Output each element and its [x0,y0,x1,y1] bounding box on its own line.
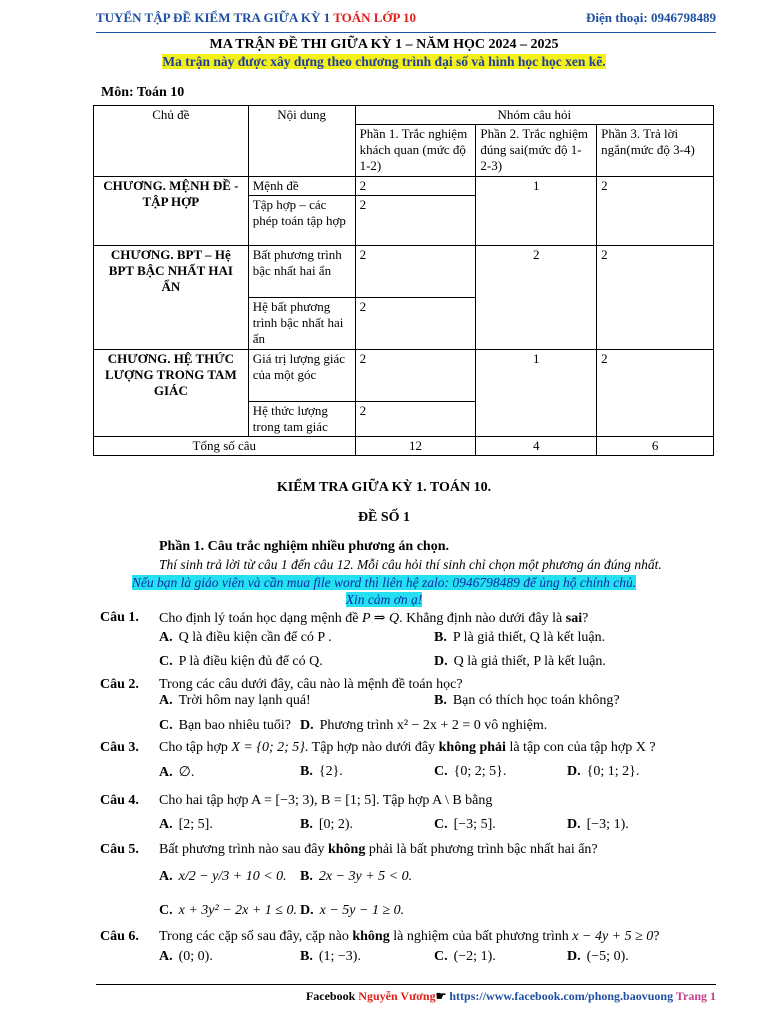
question-5-text [159,842,598,858]
question-3-label: Câu 3. [100,740,139,755]
option-c[interactable] [434,949,496,965]
option-a[interactable] [159,817,213,833]
footer-link[interactable]: https://www.facebook.com/phong.baovuong [449,989,674,1003]
footer-text [306,989,716,1004]
option-label: B. [300,764,313,779]
promo-line-2 [0,592,768,608]
option-text: Bạn bao nhiêu tuổi? [178,718,291,733]
option-label: A. [159,765,173,780]
question-5-label: Câu 5. [100,842,139,857]
option-label: A. [159,693,173,708]
question-1-label: Câu 1. [100,610,139,625]
option-label: C. [434,949,448,964]
option-label: C. [159,654,173,669]
option-a[interactable] [159,949,213,965]
option-text: ∅. [178,765,195,780]
total-label: Tổng số câu [94,437,356,456]
promo-text-2: Xin cảm ơn ạ! [345,592,423,607]
option-d[interactable] [567,817,629,833]
part1-instruction: Thí sinh trả lời từ câu 1 đến câu 12. Mỗi câu hỏi thí sinh chỉ chọn một phương án đúng nhất. [159,557,662,572]
q-bold: sai [565,611,583,626]
p1-cell: 2 [355,402,476,437]
option-c[interactable] [434,817,496,833]
exam-title: KIỂM TRA GIỮA KỲ 1. TOÁN 10. [276,480,492,495]
option-text: Phương trình x² − 2x + 2 = 0 vô nghiệm. [319,718,548,733]
option-label: B. [434,630,447,645]
option-text: x − 5y − 1 ≥ 0. [319,903,405,918]
question-4-text: Cho hai tập hợp A = [−3; 3), B = [1; 5]. Tập hợp A \ B bằng [159,793,493,808]
question-6-label: Câu 6. [100,929,139,944]
option-label: D. [300,903,314,918]
option-label: D. [567,817,581,832]
option-text: P là điều kiện đủ để có Q. [178,654,323,669]
subject-label: Môn: Toán 10 [101,85,185,100]
q-text: . Khẳng định nào dưới đây là [399,611,566,626]
q-text: ? [582,611,589,626]
th-group: Nhóm câu hỏi [355,106,713,125]
option-label: B. [434,693,447,708]
matrix-title: MA TRẬN ĐỀ THI GIỮA KỲ 1 – NĂM HỌC 2024 – 2025 [209,37,559,52]
content-cell: Bất phương trình bậc nhất hai ẩn [248,246,355,298]
th-topic: Chủ đề [94,106,249,177]
q-text: là tập con của tập hợp X ? [505,740,656,755]
p1-cell: 2 [355,298,476,350]
q-bold: không [352,929,390,944]
q-text: là nghiệm của bất phương trình [389,929,573,944]
option-label: A. [159,869,173,884]
q-math: P ⇒ Q [361,611,400,626]
option-text: (0; 0). [178,949,213,964]
option-label: B. [300,869,313,884]
option-text: [2; 5]. [178,817,213,832]
option-a[interactable] [159,693,311,709]
part1-title: Phần 1. Câu trắc nghiệm nhiều phương án chọn. [159,539,449,554]
option-d[interactable] [434,654,606,670]
option-text: (−5; 0). [586,949,629,964]
p1-cell: 2 [355,177,476,196]
q-text: Trong các cặp số sau đây, cặp nào [159,929,353,944]
footer-fb-label: Facebook [305,989,359,1003]
p1-cell: 2 [355,246,476,298]
th-part2: Phần 2. Trắc nghiệm đúng sai(mức độ 1-2-3) [476,125,597,177]
option-text: P là giả thiết, Q là kết luận. [452,630,606,645]
question-4-label: Câu 4. [100,793,139,808]
option-a[interactable] [159,764,194,781]
question-2-label: Câu 2. [100,677,139,692]
q-text: phải là bất phương trình bậc nhất hai ẩn? [365,842,598,857]
question-2-text: Trong các câu dưới đây, câu nào là mệnh đề toán học? [159,677,463,692]
option-a[interactable] [159,869,287,885]
p3-cell: 2 [597,246,714,350]
option-label: A. [159,949,173,964]
th-part1: Phần 1. Trắc nghiệm khách quan (mức độ 1-2) [355,125,476,177]
th-content: Nội dung [248,106,355,177]
option-label: A. [159,630,173,645]
option-c[interactable] [159,903,297,919]
th-part3: Phần 3. Trả lời ngắn(mức độ 3-4) [597,125,714,177]
chapter-3: CHƯƠNG. HỆ THỨC LƯỢNG TRONG TAM GIÁC [94,350,249,437]
q-math: x − 4y + 5 ≥ 0 [572,929,654,944]
option-b[interactable] [300,764,343,780]
matrix-subtitle-text: Ma trận này được xây dựng theo chương trình đại số và hình học học xen kẽ. [162,54,606,69]
option-b[interactable] [300,949,361,965]
p2-cell: 1 [476,177,597,246]
option-label: D. [434,654,448,669]
promo-line-1 [0,575,768,591]
option-label: C. [434,817,448,832]
option-text: (−2; 1). [453,949,496,964]
promo-text-1: Nếu bạn là giáo viên và cần mua file word thì liên hệ zalo: 0946798489 để ủng hộ chính chủ. [131,575,637,590]
option-a[interactable] [159,630,332,646]
header-phone: Điện thoại: 0946798489 [586,10,716,25]
option-label: C. [159,718,173,733]
total-p3: 6 [597,437,714,456]
header-title-a: TUYỂN TẬP ĐỀ KIỂM TRA GIỮA KỲ 1 [96,10,334,25]
total-p1: 12 [355,437,476,456]
pointing-hand-icon: ☛ [435,989,450,1003]
page-header [96,6,716,33]
option-d[interactable] [567,764,639,780]
option-c[interactable] [159,654,323,670]
option-b[interactable] [300,869,412,885]
header-title-b: TOÁN LỚP 10 [333,10,417,25]
total-p2: 4 [476,437,597,456]
matrix-subtitle [0,54,768,70]
content-cell: Hệ bất phương trình bậc nhất hai ẩn [248,298,355,350]
matrix-table [93,105,714,456]
q-bold: không [327,842,366,857]
p2-cell: 1 [476,350,597,437]
option-label: B. [300,817,313,832]
option-text: [−3; 1). [586,817,629,832]
p1-cell: 2 [355,350,476,402]
content-cell: Mệnh đề [248,177,355,196]
option-b[interactable] [300,817,353,833]
option-text: {0; 1; 2}. [586,764,640,779]
option-b[interactable] [434,630,605,646]
option-text: x + 3y² − 2x + 1 ≤ 0. [178,903,297,918]
q-math: X = {0; 2; 5} [231,740,305,755]
question-1-text [159,610,588,627]
option-text: Q là điều kiện cần để có P . [178,630,332,645]
option-text: {2}. [318,764,343,779]
option-c[interactable] [159,718,291,734]
q-bold: không phải [438,740,506,755]
q-text: ? [653,929,660,944]
p1-cell: 2 [355,196,476,246]
chapter-1: CHƯƠNG. MỆNH ĐỀ - TẬP HỢP [94,177,249,246]
footer-author: Nguyễn Vương [358,989,436,1003]
option-label: C. [434,764,448,779]
question-3-text [159,740,656,756]
option-c[interactable] [434,764,506,780]
q-text: Cho định lý toán học dạng mệnh đề [159,611,362,626]
q-text: Bất phương trình nào sau đây [159,842,328,857]
q-text: Cho tập hợp [159,740,232,755]
chapter-2: CHƯƠNG. BPT – Hệ BPT BẬC NHẤT HAI ẨN [94,246,249,350]
option-label: D. [567,949,581,964]
option-text: (1; −3). [318,949,361,964]
footer-page-number: Trang 1 [673,989,716,1003]
option-label: D. [300,718,314,733]
option-text: Trời hôm nay lạnh quá! [178,693,311,708]
option-text: [−3; 5]. [453,817,496,832]
option-text: [0; 2). [318,817,354,832]
option-text: Q là giả thiết, P là kết luận. [453,654,606,669]
option-text: 2x − 3y + 5 < 0. [318,869,413,884]
content-cell: Hệ thức lượng trong tam giác [248,402,355,437]
content-cell: Giá trị lượng giác của một góc [248,350,355,402]
option-b[interactable] [434,693,620,709]
exam-number: ĐỀ SỐ 1 [357,510,411,525]
question-6-text [159,929,660,945]
p3-cell: 2 [597,177,714,246]
option-d[interactable] [300,718,547,734]
option-text: Bạn có thích học toán không? [452,693,620,708]
q-text: . Tập hợp nào dưới đây [304,740,439,755]
p3-cell: 2 [597,350,714,437]
p2-cell: 2 [476,246,597,350]
option-text: {0; 2; 5}. [453,764,507,779]
option-text: x/2 − y/3 + 10 < 0. [178,869,287,884]
option-label: C. [159,903,173,918]
option-d[interactable] [567,949,629,965]
header-title [96,10,416,26]
option-label: B. [300,949,313,964]
option-label: D. [567,764,581,779]
option-d[interactable] [300,903,404,919]
content-cell: Tập hợp – các phép toán tập hợp [248,196,355,246]
page-footer [96,984,716,1003]
option-label: A. [159,817,173,832]
